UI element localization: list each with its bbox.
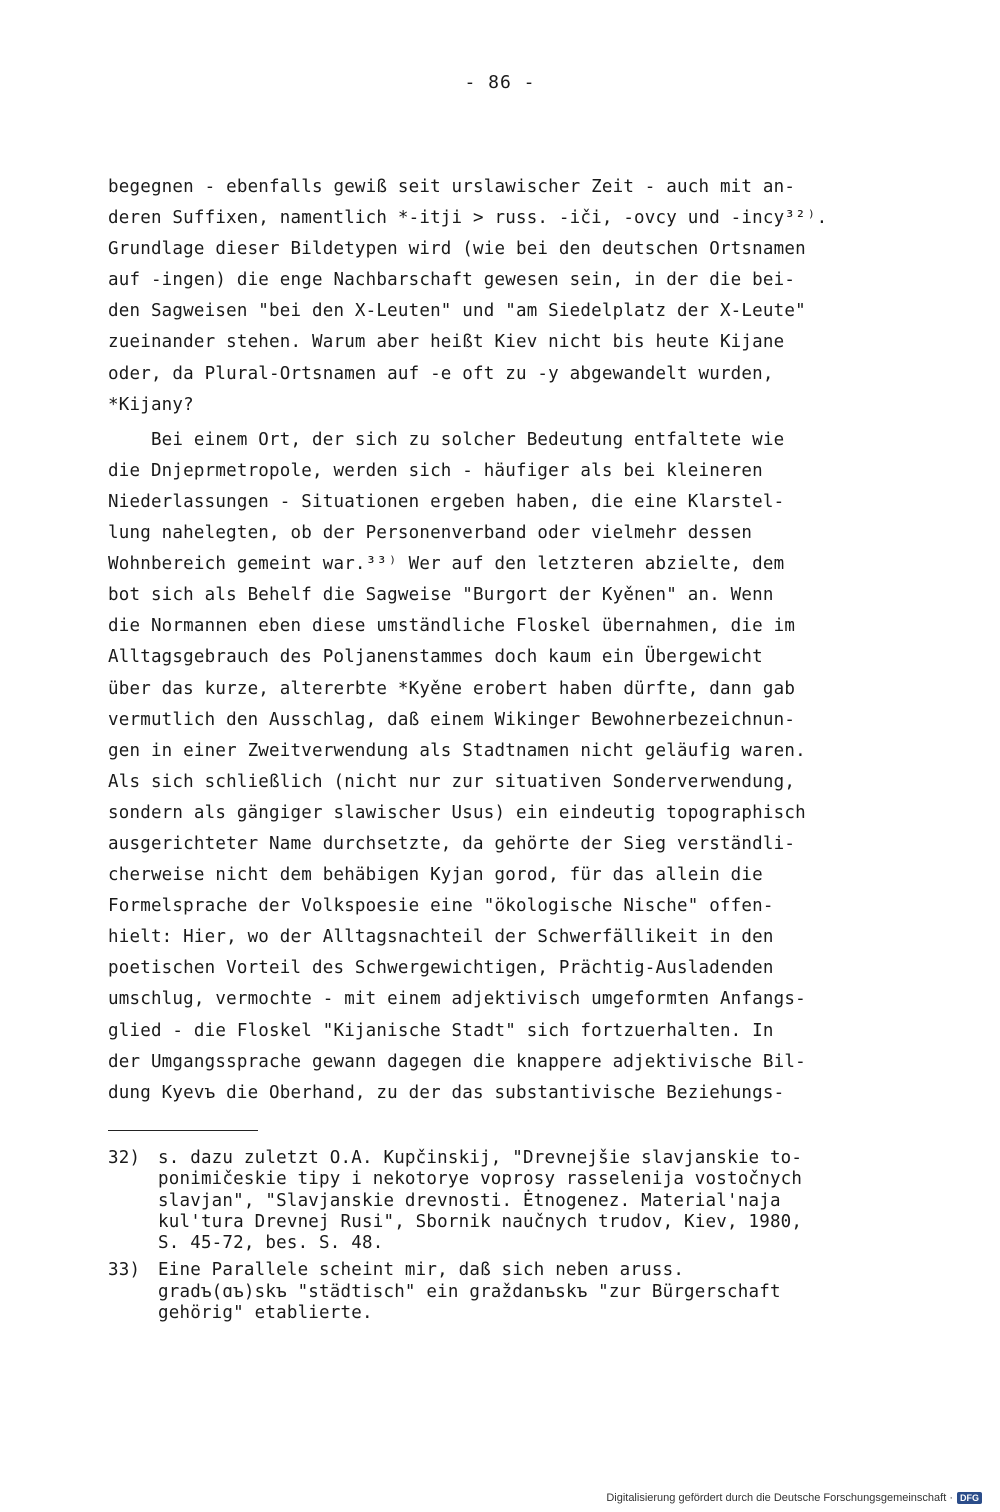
text-line: bot sich als Behelf die Sagweise "Burgort der Kyěnen" an. Wenn — [108, 585, 774, 606]
text-line: S. 45-72, bes. S. 48. — [158, 1233, 384, 1254]
text-line: Als sich schließlich (nicht nur zur situativen Sonderverwendung, — [108, 771, 796, 792]
text-line: ponimičeskie tipy i nekotorye voprosy rasselenija vostočnych — [158, 1169, 803, 1190]
text-line: den Sagweisen "bei den X-Leuten" und "am Siedelplatz der X-Leute" — [108, 301, 806, 322]
text-line: lung nahelegten, ob der Personenverband oder vielmehr dessen — [108, 523, 753, 544]
paragraph-1 — [108, 172, 908, 421]
footnote-number: 33) — [108, 1260, 141, 1281]
text-line: Alltagsgebrauch des Poljanenstammes doch kaum ein Übergewicht — [108, 647, 763, 668]
text-line: deren Suffixen, namentlich *-itji > russ. -iči, -ovcy und -incy³²⁾. — [108, 208, 828, 229]
text-line: über das kurze, altererbte *Kyěne erobert haben dürfte, dann gab — [108, 678, 796, 699]
footnote-text — [158, 1148, 802, 1254]
text-line: umschlug, vermochte - mit einem adjektivisch umgeformten Anfangs- — [108, 989, 806, 1010]
digitization-credit — [606, 1492, 982, 1504]
text-line: glied - die Floskel "Kijanische Stadt" sich fortzuerhalten. In — [108, 1020, 774, 1041]
text-line: slavjan", "Slavjanskie drevnosti. Ėtnogenez. Material'naja — [158, 1190, 781, 1211]
text-line: Eine Parallele scheint mir, daß sich neben aruss. — [158, 1260, 685, 1281]
text-line: dung Kyevъ die Oberhand, zu der das substantivische Beziehungs- — [108, 1082, 785, 1103]
paragraph-2 — [108, 425, 908, 1109]
text-line: gehörig" etablierte. — [158, 1303, 373, 1324]
body-text — [108, 172, 908, 1109]
text-line: zueinander stehen. Warum aber heißt Kiev nicht bis heute Kijane — [108, 332, 785, 353]
text-line: die Normannen eben diese umständliche Floskel übernahmen, die im — [108, 616, 796, 637]
dfg-logo-icon: DFG — [957, 1492, 982, 1504]
text-line: Bei einem Ort, der sich zu solcher Bedeutung entfaltete wie — [108, 429, 785, 450]
credit-text: Digitalisierung gefördert durch die Deutsche Forschungsgemeinschaft · — [606, 1492, 953, 1504]
page-number: - 86 - — [464, 72, 536, 93]
text-line: poetischen Vorteil des Schwergewichtigen, Prächtig-Ausladenden — [108, 958, 774, 979]
text-line: sondern als gängiger slawischer Usus) ein eindeutig topographisch — [108, 802, 806, 823]
text-line: ausgerichteter Name durchsetzte, da gehörte der Sieg verständli- — [108, 833, 796, 854]
footnote-text — [158, 1260, 781, 1324]
text-line: kul'tura Drevnej Rusi", Sbornik naučnych trudov, Kiev, 1980, — [158, 1211, 803, 1232]
footnote-33 — [108, 1260, 898, 1324]
text-line: Wohnbereich gemeint war.³³⁾ Wer auf den letzteren abzielte, dem — [108, 554, 785, 575]
text-line: auf -ingen) die enge Nachbarschaft gewesen sein, in der die bei- — [108, 270, 796, 291]
footnote-32 — [108, 1148, 898, 1254]
text-line: begegnen - ebenfalls gewiß seit urslawischer Zeit - auch mit an- — [108, 177, 796, 197]
text-line: oder, da Plural-Ortsnamen auf -e oft zu -y abgewandelt wurden, — [108, 363, 774, 384]
text-line: gradъ(ɑъ)skъ "städtisch" ein graždanъskъ "zur Bürgerschaft — [158, 1281, 781, 1302]
text-line: die Dnjeprmetropole, werden sich - häufiger als bei kleineren — [108, 460, 763, 481]
text-line: vermutlich den Ausschlag, daß einem Wikinger Bewohnerbezeichnun- — [108, 709, 796, 730]
text-line: Formelsprache der Volkspoesie eine "ökologische Nische" offen- — [108, 896, 774, 917]
text-line: der Umgangssprache gewann dagegen die knappere adjektivische Bil- — [108, 1051, 806, 1072]
footnote-number: 32) — [108, 1148, 141, 1168]
text-line: *Kijany? — [108, 394, 194, 415]
text-line: hielt: Hier, wo der Alltagsnachteil der Schwerfällikeit in den — [108, 927, 774, 948]
text-line: gen in einer Zweitverwendung als Stadtnamen nicht geläufig waren. — [108, 740, 806, 761]
text-line: Grundlage dieser Bildetypen wird (wie bei den deutschen Ortsnamen — [108, 239, 806, 260]
footnote-divider — [108, 1130, 258, 1131]
text-line: Niederlassungen - Situationen ergeben haben, die eine Klarstel- — [108, 491, 785, 512]
text-line: cherweise nicht dem behäbigen Kyjan gorod, für das allein die — [108, 865, 763, 886]
footnotes — [108, 1148, 898, 1330]
text-line: s. dazu zuletzt O.A. Kupčinskij, "Drevnejšie slavjanskie to- — [158, 1148, 803, 1168]
